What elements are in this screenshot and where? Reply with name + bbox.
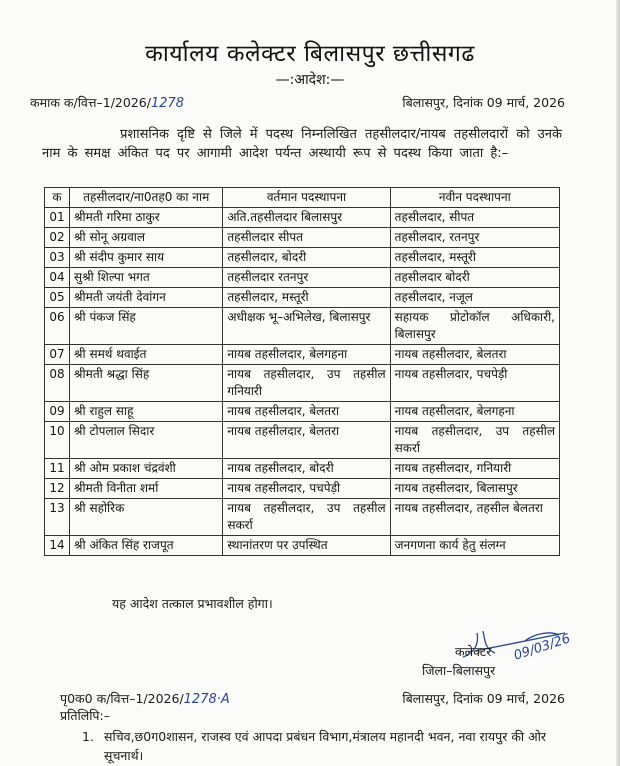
cell-current-posting: नायब तहसीलदार, पचपेड़ी bbox=[223, 479, 390, 499]
cell-new-posting: नायब तहसीलदार, तहसील बेलतरा bbox=[390, 499, 559, 536]
cell-name: श्री समर्थ थवाईत bbox=[70, 345, 223, 365]
copy-item bbox=[82, 727, 567, 765]
cell-current-posting: नायब तहसीलदार, उप तहसील सकर्रा bbox=[223, 499, 390, 536]
cell-name: श्री पंकज सिंह bbox=[70, 308, 223, 345]
office-title: कार्यालय कलेक्टर बिलासपुर छत्तीसगढ bbox=[145, 41, 475, 67]
cell-new-posting: तहसीलदार, मस्तूरी bbox=[390, 248, 559, 268]
cell-current-posting: तहसीलदार रतनपुर bbox=[223, 268, 390, 288]
order-heading: —:आदेश:— bbox=[275, 72, 345, 88]
copy-to-label: प्रतिलिपि:– bbox=[60, 708, 110, 723]
endorsement-place-date: बिलासपुर, दिनांक 09 मार्च, 2026 bbox=[402, 691, 565, 706]
header-name: तहसीलदार/ना0तह0 का नाम bbox=[70, 188, 223, 208]
header-current-posting: वर्तमान पदस्थापना bbox=[223, 188, 390, 208]
table-body bbox=[45, 208, 560, 556]
cell-new-posting: तहसीलदार बोदरी bbox=[390, 268, 559, 288]
cell-serial: 08 bbox=[45, 365, 70, 402]
order-number-printed: कमाक क/वित्त–1/2026/ bbox=[30, 95, 151, 110]
cell-new-posting: तहसीलदार, रतनपुर bbox=[390, 228, 559, 248]
cell-serial: 05 bbox=[45, 288, 70, 308]
cell-name: श्रीमती विनीता शर्मा bbox=[70, 479, 223, 499]
cell-current-posting: अधीक्षक भू–अभिलेख, बिलासपुर bbox=[223, 308, 390, 345]
copy-item-number: 1. bbox=[82, 729, 94, 744]
table-row bbox=[45, 268, 560, 288]
table-row bbox=[45, 536, 560, 556]
table-row bbox=[45, 345, 560, 365]
cell-current-posting: अति.तहसीलदार बिलासपुर bbox=[223, 208, 390, 228]
table-row bbox=[45, 479, 560, 499]
endorsement-reference-line bbox=[60, 690, 565, 707]
table-header-row bbox=[45, 188, 560, 208]
table-row bbox=[45, 288, 560, 308]
cell-new-posting: नायब तहसीलदार, बेलगहना bbox=[390, 402, 559, 422]
cell-new-posting: तहसीलदार, नजूल bbox=[390, 288, 559, 308]
table-row bbox=[45, 422, 560, 459]
cell-name: श्री टोपलाल सिदार bbox=[70, 422, 223, 459]
cell-new-posting: नायब तहसीलदार, बेलतरा bbox=[390, 345, 559, 365]
cell-current-posting: तहसीलदार, मस्तूरी bbox=[223, 288, 390, 308]
table-row bbox=[45, 308, 560, 345]
cell-name: सुश्री शिल्पा भगत bbox=[70, 268, 223, 288]
cell-serial: 01 bbox=[45, 208, 70, 228]
cell-name: श्रीमती श्रद्धा सिंह bbox=[70, 365, 223, 402]
header-serial: क bbox=[45, 188, 70, 208]
endorsement-number-handwritten: 1278·A bbox=[183, 692, 230, 707]
cell-name: श्री अंकित सिंह राजपूत bbox=[70, 536, 223, 556]
endorsement-number-printed: पृ0क0 क/वित्त–1/2026/ bbox=[60, 691, 184, 706]
cell-serial: 12 bbox=[45, 479, 70, 499]
cell-current-posting: नायब तहसीलदार, उप तहसील गनियारी bbox=[223, 365, 390, 402]
cell-new-posting: नायब तहसीलदार, बिलासपुर bbox=[390, 479, 559, 499]
cell-name: श्रीमती जयंती देवांगन bbox=[70, 288, 223, 308]
cell-current-posting: तहसीलदार सीपत bbox=[223, 228, 390, 248]
table-row bbox=[45, 402, 560, 422]
cell-current-posting: स्थानांतरण पर उपस्थित bbox=[223, 536, 390, 556]
cell-name: श्री संदीप कुमार साय bbox=[70, 248, 223, 268]
cell-new-posting: तहसीलदार, सीपत bbox=[390, 208, 559, 228]
order-number-handwritten: 1278 bbox=[150, 96, 185, 111]
posting-table bbox=[44, 187, 560, 556]
cell-current-posting: नायब तहसीलदार, बेलतरा bbox=[223, 422, 390, 459]
cell-new-posting: नायब तहसीलदार, गनियारी bbox=[390, 459, 559, 479]
closing-line: यह आदेश तत्काल प्रभावशील होगा। bbox=[112, 596, 273, 611]
cell-serial: 07 bbox=[45, 345, 70, 365]
copy-item-text: सचिव,छ0ग0शासन, राजस्व एवं आपदा प्रबंधन विभाग,मंत्रालय महानदी भवन, नवा रायपुर की ओर सूचनार्थ। bbox=[104, 729, 547, 763]
cell-name: श्री सोनू अग्रवाल bbox=[70, 228, 223, 248]
cell-name: श्रीमती गरिमा ठाकुर bbox=[70, 208, 223, 228]
cell-new-posting: सहायक प्रोटोकॉल अधिकारी, बिलासपुर bbox=[390, 308, 559, 345]
endorsement-number bbox=[60, 690, 230, 707]
cell-serial: 11 bbox=[45, 459, 70, 479]
cell-name: श्री राहुल साहू bbox=[70, 402, 223, 422]
cell-new-posting: जनगणना कार्य हेतु संलग्न bbox=[390, 536, 559, 556]
cell-name: श्री सहोरिक bbox=[70, 499, 223, 536]
scan-edge bbox=[616, 0, 620, 766]
table-row bbox=[45, 499, 560, 536]
table-row bbox=[45, 208, 560, 228]
cell-new-posting: नायब तहसीलदार, पचपेड़ी bbox=[390, 365, 559, 402]
place-date: बिलासपुर, दिनांक 09 मार्च, 2026 bbox=[402, 95, 565, 110]
cell-current-posting: तहसीलदार, बोदरी bbox=[223, 248, 390, 268]
cell-serial: 03 bbox=[45, 248, 70, 268]
intro-paragraph: प्रशासनिक दृष्टि से जिले में पदस्थ निम्नलिखित तहसीलदार/नायब तहसीलदारों को उनके नाम के समक्ष अंकित पद पर आगामी आदेश पर्यन्त अस्थायी रूप से पदस्थ किया जाता है:– bbox=[42, 127, 562, 161]
cell-serial: 13 bbox=[45, 499, 70, 536]
cell-new-posting: नायब तहसीलदार, उप तहसील सकर्रा bbox=[390, 422, 559, 459]
table-row bbox=[45, 459, 560, 479]
table-row bbox=[45, 228, 560, 248]
cell-serial: 10 bbox=[45, 422, 70, 459]
cell-current-posting: नायब तहसीलदार, बेलतरा bbox=[223, 402, 390, 422]
header-new-posting: नवीन पदस्थापना bbox=[390, 188, 559, 208]
cell-serial: 06 bbox=[45, 308, 70, 345]
cell-serial: 04 bbox=[45, 268, 70, 288]
signatory-district: जिला–बिलासपुर bbox=[422, 663, 496, 678]
cell-current-posting: नायब तहसीलदार, बोदरी bbox=[223, 459, 390, 479]
table-row bbox=[45, 248, 560, 268]
cell-current-posting: नायब तहसीलदार, बेलगहना bbox=[223, 345, 390, 365]
cell-serial: 09 bbox=[45, 402, 70, 422]
signature-date: 09/03/26 bbox=[512, 631, 573, 664]
cell-serial: 14 bbox=[45, 536, 70, 556]
cell-serial: 02 bbox=[45, 228, 70, 248]
cell-name: श्री ओम प्रकाश चंद्रवंशी bbox=[70, 459, 223, 479]
reference-line bbox=[30, 94, 565, 111]
table-row bbox=[45, 365, 560, 402]
order-number bbox=[30, 94, 184, 111]
signatory-title: कलेक्टर bbox=[455, 644, 492, 659]
